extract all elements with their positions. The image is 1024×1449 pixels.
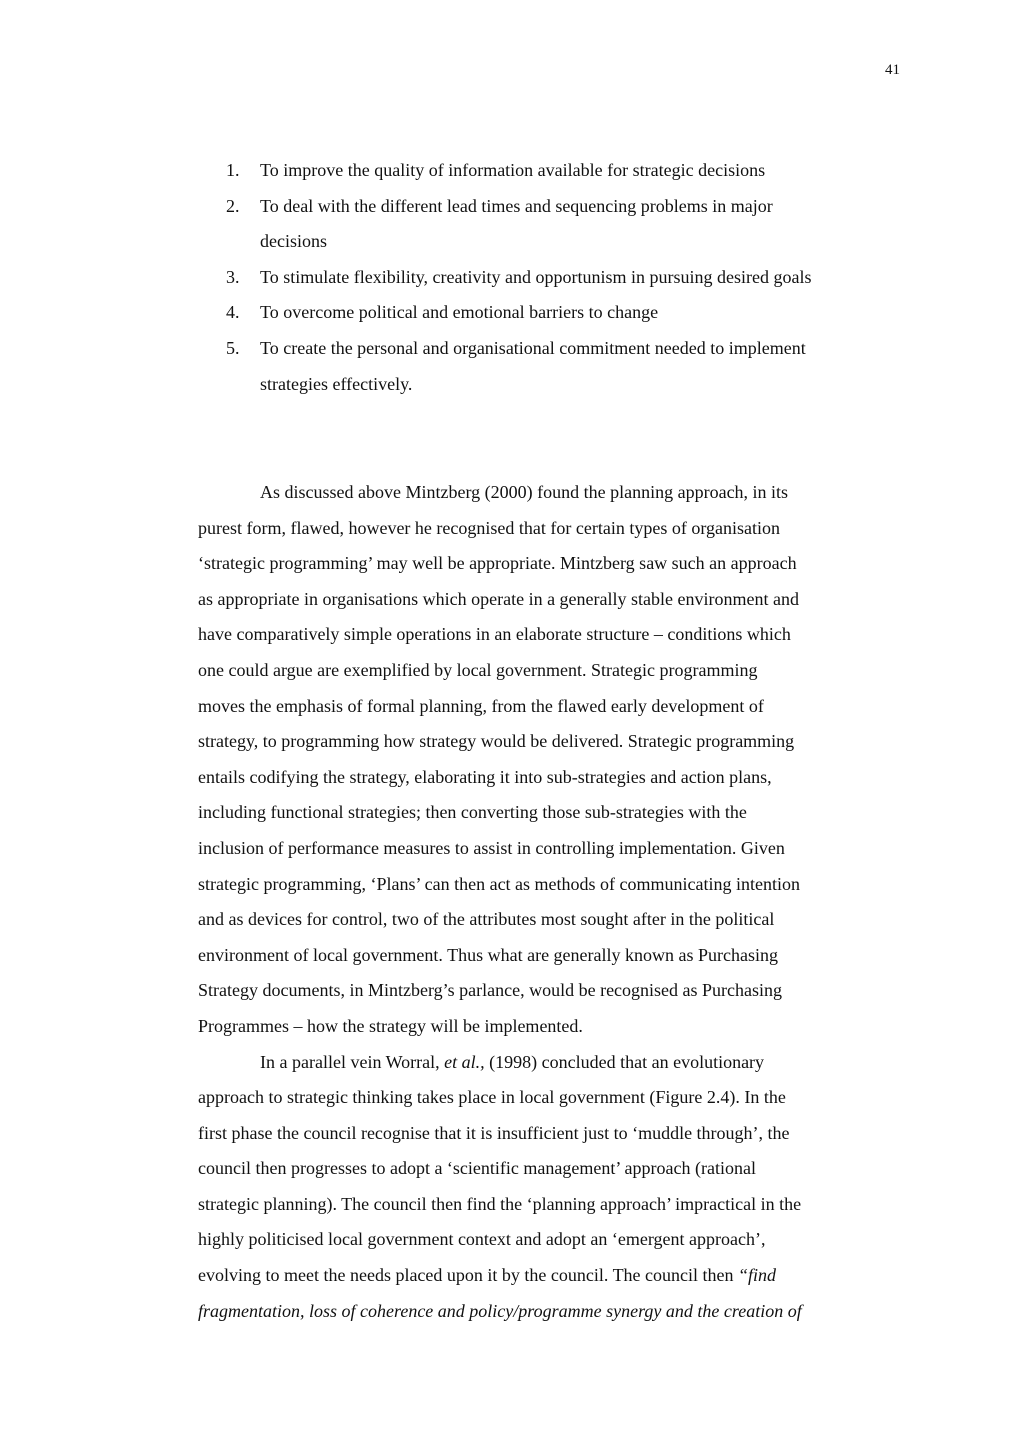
text-line: inclusion of performance measures to assist in controlling implementation. Given [198, 837, 785, 858]
list-item [226, 189, 916, 260]
list-item [226, 331, 916, 402]
text-line: highly politicised local government context and adopt an ‘emergent approach’, [198, 1229, 766, 1250]
list-number: 2. [226, 195, 240, 216]
list-item-text: To overcome political and emotional barriers to change [260, 302, 659, 323]
list-item-text: To deal with the different lead times and sequencing problems in major [260, 195, 773, 216]
text-line [198, 1258, 903, 1294]
list-number: 3. [226, 266, 240, 287]
list-item-text: To stimulate flexibility, creativity and opportunism in pursuing desired goals [260, 266, 812, 287]
text-line: purest form, flawed, however he recognised that for certain types of organisation [198, 517, 780, 538]
text-line: including functional strategies; then converting those sub-strategies with the [198, 802, 747, 823]
text-line: first phase the council recognise that it is insufficient just to ‘muddle through’, the [198, 1122, 790, 1143]
list-item-text: To improve the quality of information available for strategic decisions [260, 160, 766, 180]
italic-citation: et al., [444, 1051, 485, 1072]
list-item [226, 153, 916, 189]
text-line: ‘strategic programming’ may well be appropriate. Mintzberg saw such an approach [198, 553, 797, 574]
text-line: council then progresses to adopt a ‘scientific management’ approach (rational [198, 1158, 756, 1179]
text-line [198, 1294, 903, 1330]
text-line: entails codifying the strategy, elaborating it into sub-strategies and action plans, [198, 766, 772, 787]
text-line: Strategy documents, in Mintzberg’s parlance, would be recognised as Purchasing [198, 980, 783, 1001]
list-item-text: strategies effectively. [260, 373, 413, 394]
paragraph-mintzberg [198, 475, 903, 1045]
list-item-text: decisions [260, 231, 327, 252]
text-line: strategy, to programming how strategy would be delivered. Strategic programming [198, 731, 795, 752]
italic-quote: fragmentation, loss of coherence and policy/programme synergy and the creation of [198, 1300, 802, 1321]
text-line: and as devices for control, two of the attributes most sought after in the political [198, 909, 775, 930]
list-item-text: To create the personal and organisational commitment needed to implement [260, 337, 806, 358]
text-line: moves the emphasis of formal planning, from the flawed early development of [198, 695, 764, 716]
text-run: (1998) concluded that an evolutionary [484, 1051, 765, 1072]
body-text [198, 475, 903, 1329]
text-line: As discussed above Mintzberg (2000) found the planning approach, in its [260, 482, 789, 502]
text-run: evolving to meet the needs placed upon it by the council. The council then [198, 1265, 739, 1286]
text-run: In a parallel vein Worral, [260, 1051, 445, 1072]
numbered-list [226, 153, 916, 402]
list-item [226, 260, 916, 296]
paragraph-worral [198, 1045, 903, 1330]
text-line: one could argue are exemplified by local government. Strategic programming [198, 659, 758, 680]
italic-quote: “find [738, 1265, 777, 1286]
list-number: 4. [226, 302, 240, 323]
text-line: strategic programming, ‘Plans’ can then act as methods of communicating intention [198, 873, 801, 894]
text-line: have comparatively simple operations in an elaborate structure – conditions which [198, 624, 791, 645]
list-number: 1. [226, 160, 240, 180]
text-line: strategic planning). The council then find the ‘planning approach’ impractical in the [198, 1193, 802, 1214]
text-line: as appropriate in organisations which operate in a generally stable environment and [198, 588, 799, 609]
text-line: Programmes – how the strategy will be implemented. [198, 1015, 583, 1036]
text-line: environment of local government. Thus what are generally known as Purchasing [198, 944, 779, 965]
text-line: approach to strategic thinking takes place in local government (Figure 2.4). In the [198, 1087, 786, 1108]
list-number: 5. [226, 337, 240, 358]
text-line [198, 1045, 903, 1081]
page-number: 41 [885, 62, 900, 78]
list-item [226, 295, 916, 331]
